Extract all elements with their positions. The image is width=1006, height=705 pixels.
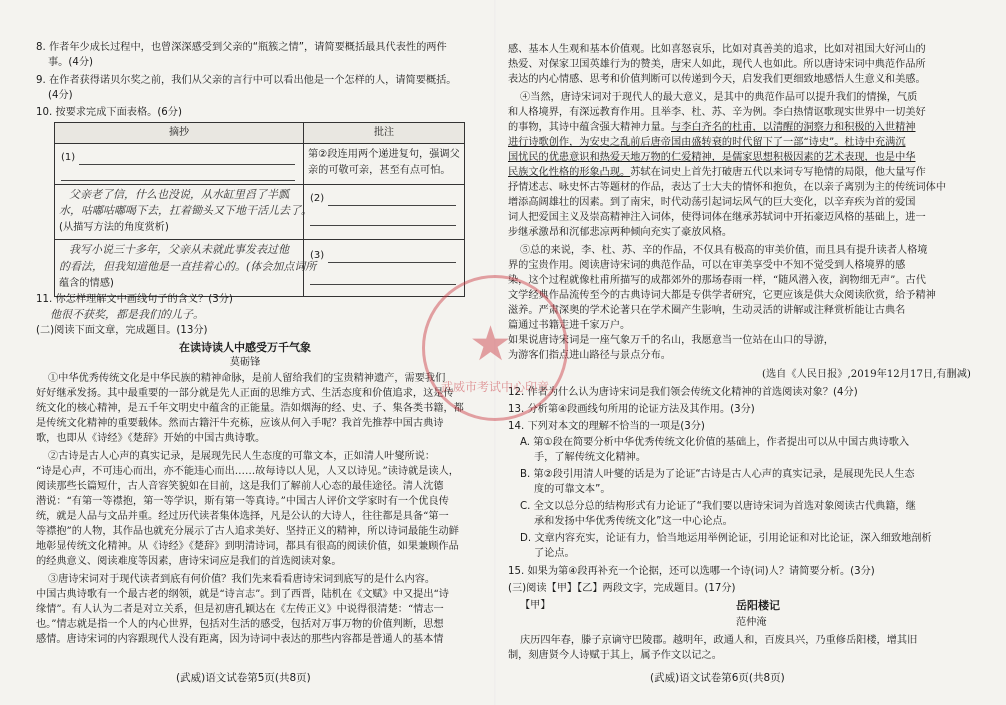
para-4-line: 和人格境界，有深远教育作用。且举李、杜、苏、辛为例。李白热情讴歌现实世界中一切美好	[508, 107, 926, 118]
para-1: ①中华优秀传统文化是中华民族的精神命脉，是前人留给我们的宝贵精神遗产，需要我们	[48, 373, 446, 384]
para-5-line: 如果说唐诗宋词是一座气象万千的名山，我愿意当一位站在山口的导游，	[508, 335, 834, 346]
para-3-line: 也。”情志就是指一个人的内心世界，包括对生活的感受，包括对万事万物的价值判断，思想	[36, 619, 444, 630]
para-4-text: 苏轼在词史上首先打破唐五代以来词专写艳情的局限，他大量写作	[630, 167, 926, 178]
para-5-line: 篇通过书籍走进千家万户。	[508, 320, 631, 331]
para-4-line	[508, 121, 916, 135]
para-5-line: 界的宝贵作用。阅读唐诗宋词的典范作品，可以在审美享受中不知不觉受到人格境界的感	[508, 260, 906, 271]
para-1-line: 好好继承发扬。其中最重要的一部分就是先人正面的思维方式、生活态度和价值追求，这是传	[36, 388, 454, 399]
annotation-table	[54, 122, 465, 297]
answer-line[interactable]	[79, 164, 295, 165]
para-5: ⑤总的来说，李、杜、苏、辛的作品，不仅具有极高的审美价值，而且具有提升读者人格境	[520, 245, 928, 256]
para-1-line: 统文化的核心精神，是五千年文明史中蕴含的正能量。浩如烟海的经、史、子、集各类书籍，都	[36, 403, 464, 414]
option-a-cont: 手，了解传统文化精神。	[534, 452, 647, 463]
underlined-sentence: 与李白齐名的杜甫，以清醒的洞察力和积极的入世精神	[671, 122, 916, 133]
quote-3-hint: 蕴含的情感)	[59, 278, 114, 289]
official-seal	[422, 275, 568, 421]
para-2-line: 的经典意义、阅读难度等因素，唐诗宋词应是我们的首选阅读对象。	[36, 556, 342, 567]
article-title: 在读诗读人中感受万千气象	[179, 341, 311, 354]
blank-2-label: (2)	[310, 193, 325, 204]
question-9: 9. 在作者获得诺贝尔奖之前，我们从父亲的言行中可以看出他是一个怎样的人，请简要概括。	[36, 75, 457, 86]
quote-3-line1: 我写小说三十多年，父亲从未就此事发表过他	[69, 243, 289, 256]
quote-2-hint: (从描写方法的角度赏析)	[59, 222, 169, 233]
answer-line[interactable]	[310, 284, 456, 285]
para-3-line: 缘情”。有人认为二者是对立关系，但是初唐孔颖达在《左传正义》中说得很清楚：“情志一	[36, 604, 444, 615]
para-4-line: 步继承激昂和沉郁悲凉两种倾向充实了豪放风格。	[508, 227, 733, 238]
para-5-line: 为游客们指点进山路径与景点分布。	[508, 350, 671, 361]
blank-3-label: (3)	[310, 250, 325, 261]
question-15: 15. 如果为第④段再补充一个论据，还可以选哪一个诗(词)人？请简要分析。(3分)	[508, 566, 875, 577]
option-c[interactable]: C. 全文以总分总的结构形式有力论证了“我们要以唐诗宋词为首选对象阅读古代典籍，继	[520, 501, 916, 512]
question-8: 8. 作者年少成长过程中，也曾深深感受到父亲的“瓶簇之情”，请简要概括最具代表性的两件	[36, 42, 447, 53]
option-d-cont: 了论点。	[534, 548, 575, 559]
note-1-line1: 第②段连用两个递进复句，强调父	[308, 149, 460, 160]
answer-line[interactable]	[61, 180, 295, 181]
classical-title: 岳阳楼记	[736, 599, 780, 612]
option-c-cont: 承和发扬中华优秀传统文化”这一中心论点。	[534, 516, 733, 527]
question-11-answer: 他很不获奖，都是我们的儿子。	[50, 308, 204, 321]
para-4-line: 抒情述志、咏史怀古等题材的作品，表达了士大夫的情怀和抱负，在以亲子离别为主的传统词体中	[508, 182, 947, 193]
para-1-line: 歌，也即从《诗经》《楚辞》开始的中国古典诗歌。	[36, 433, 266, 444]
classical-text-line: 庆历四年春，滕子京谪守巴陵郡。越明年，政通人和，百废具兴，乃重修岳阳楼，增其旧	[520, 635, 918, 646]
quote-2-line1: 父亲老了信，什么也没说，从水缸里舀了半瓢	[69, 188, 289, 201]
para-5-line: 文学经典作品流传至今的古典诗词大都是专供学者研究，它更应该是供大众阅读欣赏，给予精神	[508, 290, 936, 301]
table-header-excerpt: 摘抄	[169, 127, 189, 138]
para-5-line: 染，这个过程就像杜甫所描写的成都郊外的那场春雨一样，“随风潜入夜，润物细无声”。古代	[508, 275, 926, 286]
seal-star-icon: ★	[469, 316, 513, 372]
article-source: (选自《人民日报》,2019年12月17日,有删减)	[762, 369, 971, 380]
table-header-note: 批注	[374, 127, 394, 138]
para-3-cont: 感、基本人生观和基本价值观。比如喜怒哀乐，比如对真善美的追求，比如对祖国大好河山的	[508, 44, 926, 55]
para-5-line: 滋养。严肃深奥的学术论著只在学术圈产生影响，生动灵活的讲解或注释赏析能让古典名	[508, 305, 906, 316]
para-4-line: 词人把爱国主义及崇高精神注入词体，使得词体在继承苏轼词中开拓豪迈风格的基础上，进一	[508, 212, 926, 223]
exam-page-6	[500, 0, 1006, 705]
para-4-line	[508, 166, 926, 180]
para-2-line: 地彰显传统文化精神。从《诗经》《楚辞》到明清诗词，都具有很高的阅读价值，如果兼顾作品	[36, 541, 459, 552]
para-4-text: 的事物，其诗中蕴含强大精神力量。	[508, 122, 671, 133]
jia-label: 【甲】	[520, 600, 551, 611]
para-4: ④当然，唐诗宋词对于现代人的最大意义，是其中的典范作品可以提升我们的情操，气质	[520, 92, 918, 103]
para-2: ②古诗是古人心声的真实记录，是展现先民人生态度的可靠文本，正如清人叶燮所说：	[48, 451, 436, 462]
para-2-line: 潜说：“有第一等襟抱，第一等学识，斯有第一等真诗。”中国古人评价文学家时有一个优良传	[36, 496, 449, 507]
question-13: 13. 分析第④段画线句所用的论证方法及其作用。(3分)	[508, 404, 755, 415]
option-b[interactable]: B. 第②段引用清人叶燮的话是为了论证“古诗是古人心声的真实记录，是展现先民人生态	[520, 469, 915, 480]
classical-text-line: 制，刻唐贤今人诗赋于其上，属予作文以记之。	[508, 650, 722, 661]
blank-1-label: (1)	[61, 152, 76, 163]
article-author: 莫砺锋	[229, 357, 261, 368]
classical-author: 范仲淹	[736, 617, 767, 628]
para-2-line: 等襟抱”的人物，其作品也就充分展示了古人追求美好、坚持正义的精神，所以诗词最能生动鲜	[36, 526, 459, 537]
para-3-line: 中国古典诗歌有一个最古老的纲领，就是“诗言志”。到了西晋，陆机在《文赋》中又提出“诗	[36, 589, 449, 600]
option-a[interactable]: A. 第①段在简要分析中华优秀传统文化价值的基础上，作者提出可以从中国古典诗歌入	[520, 437, 910, 448]
question-9-cont: (4分)	[48, 90, 73, 101]
quote-2-line2: 水，咕嘟咕嘟喝下去，扛着锄头又下地干活儿去了。	[59, 204, 312, 217]
para-1-line: 是传统文化精神的重要载体。然而古籍汗牛充栋，应该从何入手呢？我首先推荐中国古典诗	[36, 418, 444, 429]
para-4-line: 增添高阔雄壮的因素。到了南宋，时代动荡引起词坛风气的巨大变化，以辛弃疾为首的爱国	[508, 197, 916, 208]
underlined-sentence: 民族文化性格的形象凸现。	[508, 167, 631, 178]
exam-page-5	[0, 0, 490, 705]
para-3-cont: 表达的内心情感、思考和价值判断可以传递到今天，启发我们更细致地感悟人生意义和美感。	[508, 74, 926, 85]
option-d[interactable]: D. 文章内容充实，论证有力，恰当地运用举例论证，引用论证和对比论证，深入细致地剖析	[520, 533, 932, 544]
para-3: ③唐诗宋词对于现代读者到底有何价值？我们先来看看唐诗宋词到底写的是什么内容。	[48, 574, 436, 585]
question-14: 14. 下列对本文的理解不恰当的一项是(3分)	[508, 421, 705, 432]
note-1-line2: 亲的可敬可亲，甚至有点可怕。	[308, 165, 451, 176]
para-3-cont: 热爱、对保家卫国英雄行为的赞美，唐宋人如此，现代人也如此。所以唐诗宋词中典范作品所	[508, 59, 926, 70]
question-8-cont: 事。(4分)	[48, 57, 93, 68]
answer-line[interactable]	[328, 262, 456, 263]
para-3-line: 感情。唐诗宋词的内容跟现代人没有距离，因为诗词中表达的那些内容都是普通人的基本情	[36, 634, 444, 645]
underlined-sentence: 进行诗歌创作，为安史之乱前后唐帝国由盛转衰的时代留下了一部“诗史”。杜诗中充满沉	[508, 137, 906, 148]
quote-3-line2: 的看法，但我知道他是一直挂着心的。(体会加点词所	[59, 260, 317, 273]
page-footer-5: (武威)语文试卷第5页(共8页)	[176, 672, 311, 684]
para-2-line: 统，就是人品与文品并重。经过历代读者集体选择，凡是公认的大诗人，往往都是具备“第一	[36, 511, 449, 522]
underlined-sentence: 国忧民的优患意识和热爱天地万物的仁爱精神，是儒家思想积极因素的艺术表现，也是中华	[508, 152, 916, 163]
section-2-heading: (二)阅读下面文章，完成题目。(13分)	[36, 325, 208, 336]
seal-text: 武威市考试中心印章	[440, 380, 549, 394]
section-3-heading: (三)阅读【甲】【乙】两段文字，完成题目。(17分)	[508, 583, 736, 594]
para-2-line: “诗是心声，不可违心而出，亦不能违心而出……故每诗以人见，人又以诗见。”读诗就是读人，	[36, 466, 459, 477]
para-2-line: 阅读那些长篇短什，古人音容笑貌如在目前，这是我们了解前人心态的最佳途径。清人沈德	[36, 481, 444, 492]
question-10: 10. 按要求完成下面表格。(6分)	[36, 107, 182, 118]
option-b-cont: 度的可靠文本”。	[534, 484, 611, 495]
question-12: 12. 作者为什么认为唐诗宋词是我们领会传统文化精神的首选阅读对象？(4分)	[508, 387, 858, 398]
answer-line[interactable]	[328, 205, 456, 206]
page-footer-6: (武威)语文试卷第6页(共8页)	[650, 672, 785, 684]
question-11: 11. 你怎样理解文中画线句子的含义？(3分)	[36, 294, 233, 305]
answer-line[interactable]	[310, 225, 456, 226]
